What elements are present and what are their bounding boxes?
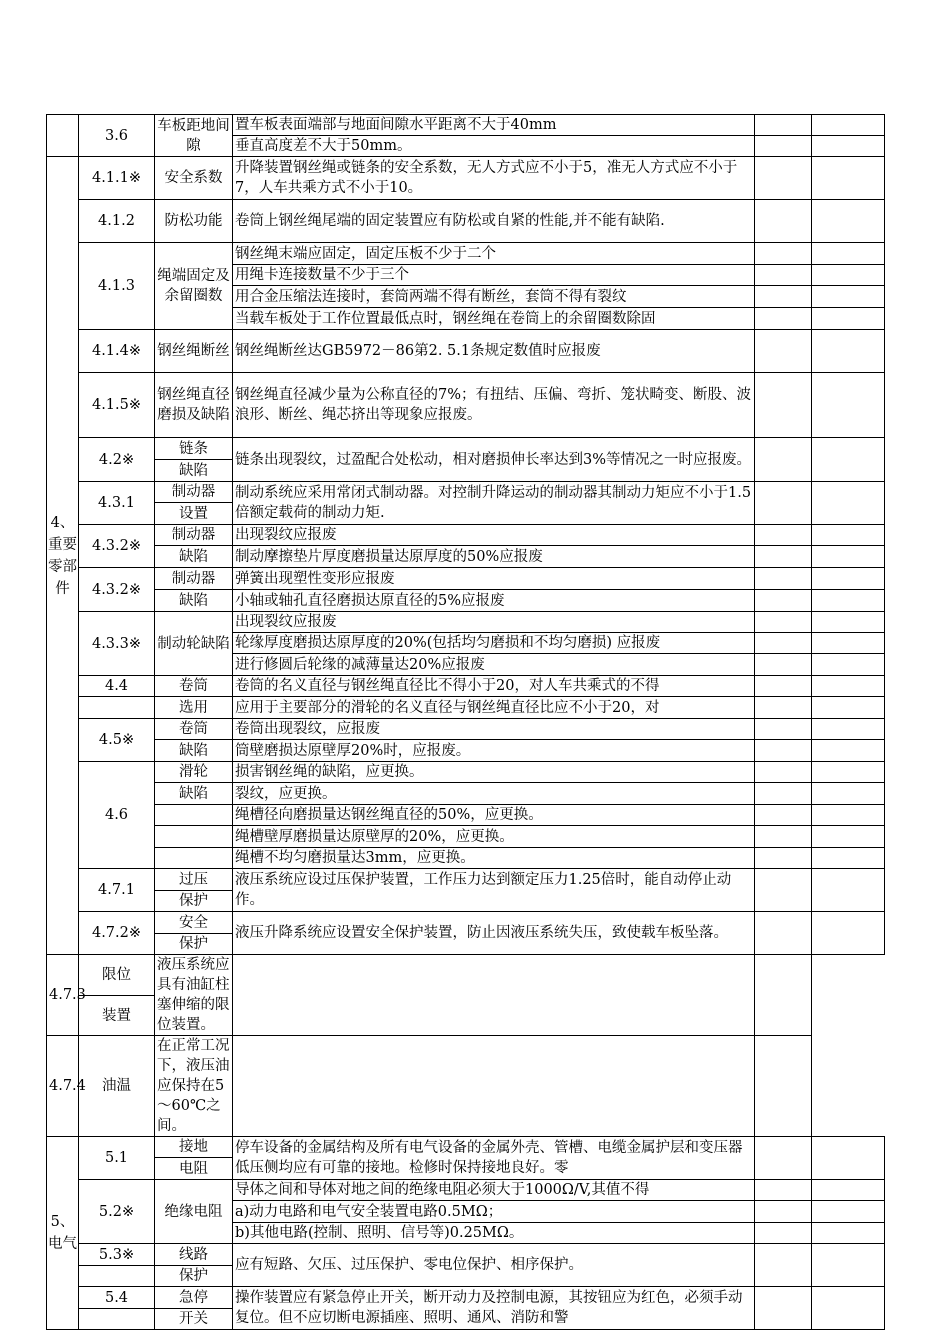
item-name: 限位 <box>79 955 155 996</box>
item-name: 缺陷 <box>155 740 233 762</box>
item-name: 制动器 <box>155 525 233 546</box>
requirement-text: 出现裂纹应报废 <box>233 612 755 633</box>
table-row <box>47 912 885 934</box>
requirement-text: 出现裂纹应报废 <box>233 525 755 546</box>
table-row <box>47 762 885 783</box>
table-row <box>47 330 885 373</box>
requirement-text: a)动力电路和电气安全装置电路0.5MΩ； <box>233 1201 755 1223</box>
item-number: 4.7.1 <box>79 869 155 912</box>
requirement-text: 导体之间和导体对地之间的绝缘电阻必须大于1000Ω/V,其值不得 <box>233 1180 755 1201</box>
requirement-text: 损害钢丝绳的缺陷，应更换。 <box>233 762 755 783</box>
item-number: 5.2※ <box>79 1180 155 1244</box>
table-row <box>47 157 885 200</box>
item-name: 绝缘电阻 <box>155 1180 233 1244</box>
table-row <box>47 1180 885 1201</box>
table-row <box>47 740 885 762</box>
item-name: 急停 <box>155 1287 233 1309</box>
table-row <box>47 1137 885 1158</box>
item-name: 设置 <box>155 503 233 525</box>
table-row <box>47 482 885 503</box>
item-name: 保护 <box>155 934 233 955</box>
item-name: 安全系数 <box>155 157 233 200</box>
requirement-text: 钢丝绳断丝达GB5972－86第2. 5.1条规定数值时应报废 <box>233 330 755 373</box>
requirement-text: 绳槽壁厚磨损量达原壁厚的20%，应更换。 <box>233 826 755 848</box>
item-number: 5.4 <box>79 1287 155 1309</box>
item-name: 制动器 <box>155 482 233 503</box>
requirement-text: 应用于主要部分的滑轮的名义直径与钢丝绳直径比应不小于20，对 <box>233 697 755 719</box>
requirement-text: 操作装置应有紧急停止开关，断开动力及控制电源，其按钮应为红色，必须手动复位。但不应切断电源插座、照明、通风、消防和警 <box>233 1287 755 1330</box>
table-row <box>47 1036 885 1137</box>
result-cell <box>755 115 812 136</box>
requirement-text: 用绳卡连接数量不少于三个 <box>233 265 755 286</box>
item-name: 车板距地间隙 <box>155 115 233 157</box>
item-name: 开关 <box>155 1309 233 1330</box>
item-number: 4.7.4 <box>47 1036 79 1137</box>
requirement-text: 绳槽径向磨损量达钢丝绳直径的50%，应更换。 <box>233 805 755 826</box>
item-name: 制动器 <box>155 568 233 590</box>
item-number: 4.3.1 <box>79 482 155 525</box>
item-number: 4.1.5※ <box>79 373 155 438</box>
section-label-5: 5、电气 <box>47 1137 79 1330</box>
item-name: 链条 <box>155 438 233 460</box>
item-name: 绳端固定及余留圈数 <box>155 243 233 330</box>
item-name: 接地 <box>155 1137 233 1158</box>
table-row <box>47 805 885 826</box>
requirement-text: 置车板表面端部与地面间隙水平距离不大于40mm <box>233 115 755 136</box>
table-row <box>47 590 885 612</box>
item-name: 保护 <box>155 1266 233 1287</box>
item-name: 过压 <box>155 869 233 891</box>
item-name: 线路 <box>155 1244 233 1266</box>
item-name: 卷筒 <box>155 676 233 697</box>
item-number: 4.3.2※ <box>79 568 155 612</box>
table-row <box>47 869 885 891</box>
requirement-text: 裂纹，应更换。 <box>233 783 755 805</box>
table-row <box>47 115 885 136</box>
table-row <box>47 525 885 546</box>
item-number: 4.2※ <box>79 438 155 482</box>
requirement-text: 卷筒上钢丝绳尾端的固定装置应有防松或自紧的性能,并不能有缺陷. <box>233 200 755 243</box>
requirement-text: 小轴或轴孔直径磨损达原直径的5%应报废 <box>233 590 755 612</box>
requirement-text: 升降装置钢丝绳或链条的安全系数，无人方式应不小于5，准无人方式应不小于7，人车共乘方式不小于10。 <box>233 157 755 200</box>
table-row <box>47 697 885 719</box>
item-name: 滑轮 <box>155 762 233 783</box>
table-row <box>47 546 885 568</box>
requirement-text: 轮缘厚度磨损达原厚度的20%(包括均匀磨损和不均匀磨损) 应报废 <box>233 633 755 654</box>
item-number: 4.7.2※ <box>79 912 155 955</box>
item-number: 5.3※ <box>79 1244 155 1266</box>
requirement-text: 液压升降系统应设置安全保护装置，防止因液压系统失压，致使载车板坠落。 <box>233 912 755 955</box>
table-row <box>47 1244 885 1266</box>
requirement-text: 链条出现裂纹，过盈配合处松动，相对磨损伸长率达到3%等情况之一时应报废。 <box>233 438 755 482</box>
requirement-text: 停车设备的金属结构及所有电气设备的金属外壳、管槽、电缆金属护层和变压器低压侧均应有可靠的接地。检修时保持接地良好。零 <box>233 1137 755 1180</box>
requirement-text: 卷筒出现裂纹，应报废 <box>233 719 755 740</box>
item-number: 5.1 <box>79 1137 155 1180</box>
table-row <box>47 243 885 265</box>
requirement-text: 钢丝绳末端应固定，固定压板不少于二个 <box>233 243 755 265</box>
requirement-text: 制动系统应采用常闭式制动器。对控制升降运动的制动器其制动力矩应不小于1.5倍额定载荷的制动力矩. <box>233 482 755 525</box>
item-number: 4.7.3 <box>47 955 79 1036</box>
item-number: 4.1.3 <box>79 243 155 330</box>
requirement-text: 垂直高度差不大于50mm。 <box>233 136 755 157</box>
inspection-table-wrapper <box>46 114 884 1327</box>
item-number: 4.4 <box>79 676 155 697</box>
item-name: 装置 <box>79 996 155 1036</box>
requirement-text: 用合金压缩法连接时，套筒两端不得有断丝，套筒不得有裂纹 <box>233 286 755 308</box>
item-name: 缺陷 <box>155 783 233 805</box>
item-number: 4.1.1※ <box>79 157 155 200</box>
item-name: 制动轮缺陷 <box>155 612 233 676</box>
requirement-text: 绳槽不均匀磨损量达3mm，应更换。 <box>233 848 755 869</box>
requirement-text: 弹簧出现塑性变形应报废 <box>233 568 755 590</box>
item-name: 钢丝绳断丝 <box>155 330 233 373</box>
item-name: 保护 <box>155 891 233 912</box>
requirement-text: 当载车板处于工作位置最低点时，钢丝绳在卷筒上的余留圈数除固 <box>233 308 755 330</box>
item-name: 缺陷 <box>155 590 233 612</box>
item-name: 油温 <box>79 1036 155 1137</box>
requirement-text: 液压系统应设过压保护装置，工作压力达到额定压力1.25倍时，能自动停止动作。 <box>233 869 755 912</box>
item-number: 4.6 <box>79 762 155 869</box>
item-name: 卷筒 <box>155 719 233 740</box>
requirement-text: 筒壁磨损达原壁厚20%时，应报废。 <box>233 740 755 762</box>
item-name: 缺陷 <box>155 546 233 568</box>
table-row <box>47 1287 885 1309</box>
table-row <box>47 783 885 805</box>
item-number: 4.1.2 <box>79 200 155 243</box>
requirement-text: 钢丝绳直径减少量为公称直径的7%；有扭结、压偏、弯折、笼状畸变、断股、波浪形、断丝、绳芯挤出等现象应报废。 <box>233 373 755 438</box>
table-row <box>47 676 885 697</box>
table-row <box>47 719 885 740</box>
item-name: 电阻 <box>155 1158 233 1180</box>
requirement-text: b)其他电路(控制、照明、信号等)0.25MΩ。 <box>233 1223 755 1244</box>
table-row <box>47 955 885 996</box>
section-label-4: 4、重要零部件 <box>47 157 79 955</box>
table-row <box>47 200 885 243</box>
section-cell-3 <box>47 115 79 157</box>
item-number: 3.6 <box>79 115 155 157</box>
requirement-text: 进行修圆后轮缘的减薄量达20%应报废 <box>233 654 755 676</box>
item-name: 选用 <box>155 697 233 719</box>
requirement-text: 在正常工况下，液压油应保持在5～60℃之间。 <box>155 1036 233 1137</box>
requirement-text: 液压系统应具有油缸柱塞伸缩的限位装置。 <box>155 955 233 1036</box>
item-name: 安全 <box>155 912 233 934</box>
inspection-table <box>46 114 885 1330</box>
table-row <box>47 826 885 848</box>
remark-cell <box>812 115 885 136</box>
table-row <box>47 373 885 438</box>
item-name: 防松功能 <box>155 200 233 243</box>
requirement-text: 卷筒的名义直径与钢丝绳直径比不得小于20，对人车共乘式的不得 <box>233 676 755 697</box>
item-name: 缺陷 <box>155 460 233 482</box>
requirement-text: 应有短路、欠压、过压保护、零电位保护、相序保护。 <box>233 1244 755 1287</box>
table-row <box>47 612 885 633</box>
item-number: 4.5※ <box>79 719 155 762</box>
requirement-text: 制动摩擦垫片厚度磨损量达原厚度的50%应报废 <box>233 546 755 568</box>
table-row <box>47 568 885 590</box>
table-row <box>47 438 885 460</box>
item-number: 4.3.3※ <box>79 612 155 676</box>
item-number: 4.3.2※ <box>79 525 155 568</box>
table-row <box>47 848 885 869</box>
item-number: 4.1.4※ <box>79 330 155 373</box>
item-name: 钢丝绳直径磨损及缺陷 <box>155 373 233 438</box>
